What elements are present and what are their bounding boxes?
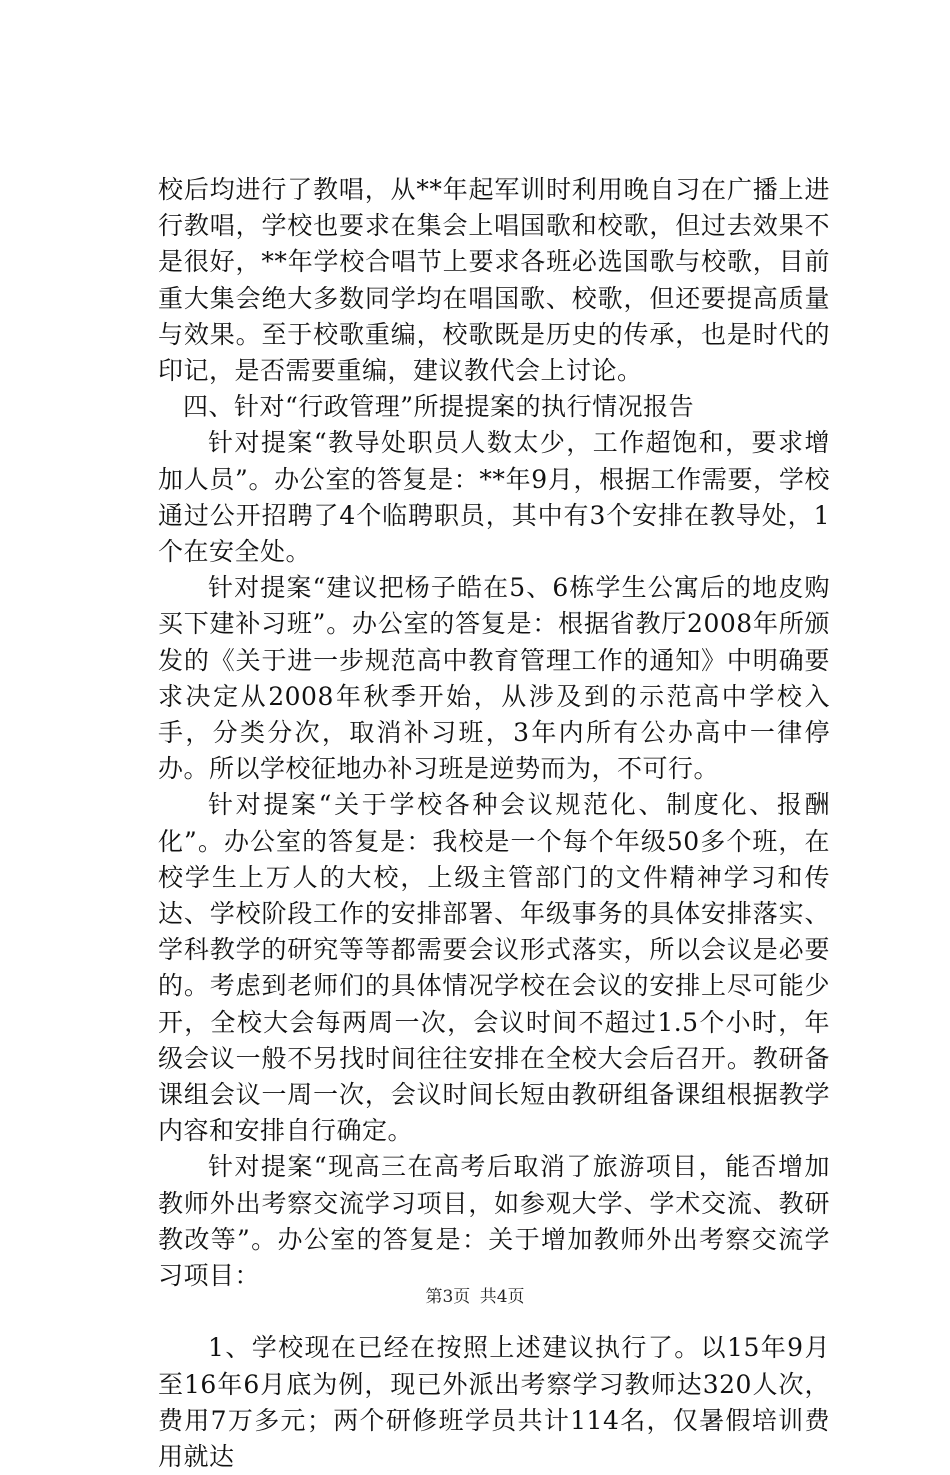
paragraph-teacher-study-proposal: 针对提案“现高三在高考后取消了旅游项目，能否增加教师外出考察交流学习项目，如参观大学、学术交流、教研教改等”。办公室的答复是：关于增加教师外出考察交流学习项目： — [158, 1152, 830, 1291]
paragraph-tutoring-proposal: 针对提案“建议把杨子皓在5、6栋学生公寓后的地皮购买下建补习班”。办公室的答复是：根据省教厅2008年所颁发的《关于进一步规范高中教育管理工作的通知》中明确要求决定从2008年秋季开始，从涉及到的示范高中学校入手，分类分次，取消补习班，3年内所有公办高中一律停办。所以学校征地办补习班是逆势而为，不可行。 — [158, 573, 830, 784]
paragraph-staff-proposal: 针对提案“教导处职员人数太少，工作超饱和，要求增加人员”。办公室的答复是：**年9月，根据工作需要，学校通过公开招聘了4个临聘职员，其中有3个安排在教导处，1个在安全处。 — [158, 428, 830, 567]
document-body — [158, 172, 830, 1475]
page-total: 共4页 — [479, 1287, 525, 1307]
paragraph-meetings-proposal: 针对提案“关于学校各种会议规范化、制度化、报酬化”。办公室的答复是：我校是一个每个年级50多个班，在校学生上万人的大校，上级主管部门的文件精神学习和传达、学校阶段工作的安排部署、年级事务的具体安排落实、学科教学的研究等等都需要会议形式落实，所以会议是必要的。考虑到老师们的具体情况学校在会议的安排上尽可能少开，全校大会每两周一次，会议时间不超过1.5个小时，年级会议一般不另找时间往往安排在全校大会后召开。教研备课组会议一周一次，会议时间长短由教研组备课组根据教学内容和安排自行确定。 — [158, 790, 830, 1146]
paragraph-song-teaching: 校后均进行了教唱，从**年起军训时利用晚自习在广播上进行教唱，学校也要求在集会上唱国歌和校歌，但过去效果不是很好，**年学校合唱节上要求各班必选国歌与校歌，目前重大集会绝大多数同学均在唱国歌、校歌，但还要提高质量与效果。至于校歌重编，校歌既是历史的传承，也是时代的印记，是否需要重编，建议教代会上讨论。 — [158, 175, 830, 386]
page-number: 第3页 — [425, 1287, 471, 1307]
page-footer — [0, 1282, 950, 1307]
paragraph-list-item-1: 1、学校现在已经在按照上述建议执行了。以15年9月至16年6月底为例，现已外派出考察学习教师达320人次，费用7万多元；两个研修班学员共计114名，仅暑假培训费用就达 — [158, 1333, 830, 1471]
section-heading-admin: 四、针对“行政管理”所提提案的执行情况报告 — [183, 392, 695, 422]
